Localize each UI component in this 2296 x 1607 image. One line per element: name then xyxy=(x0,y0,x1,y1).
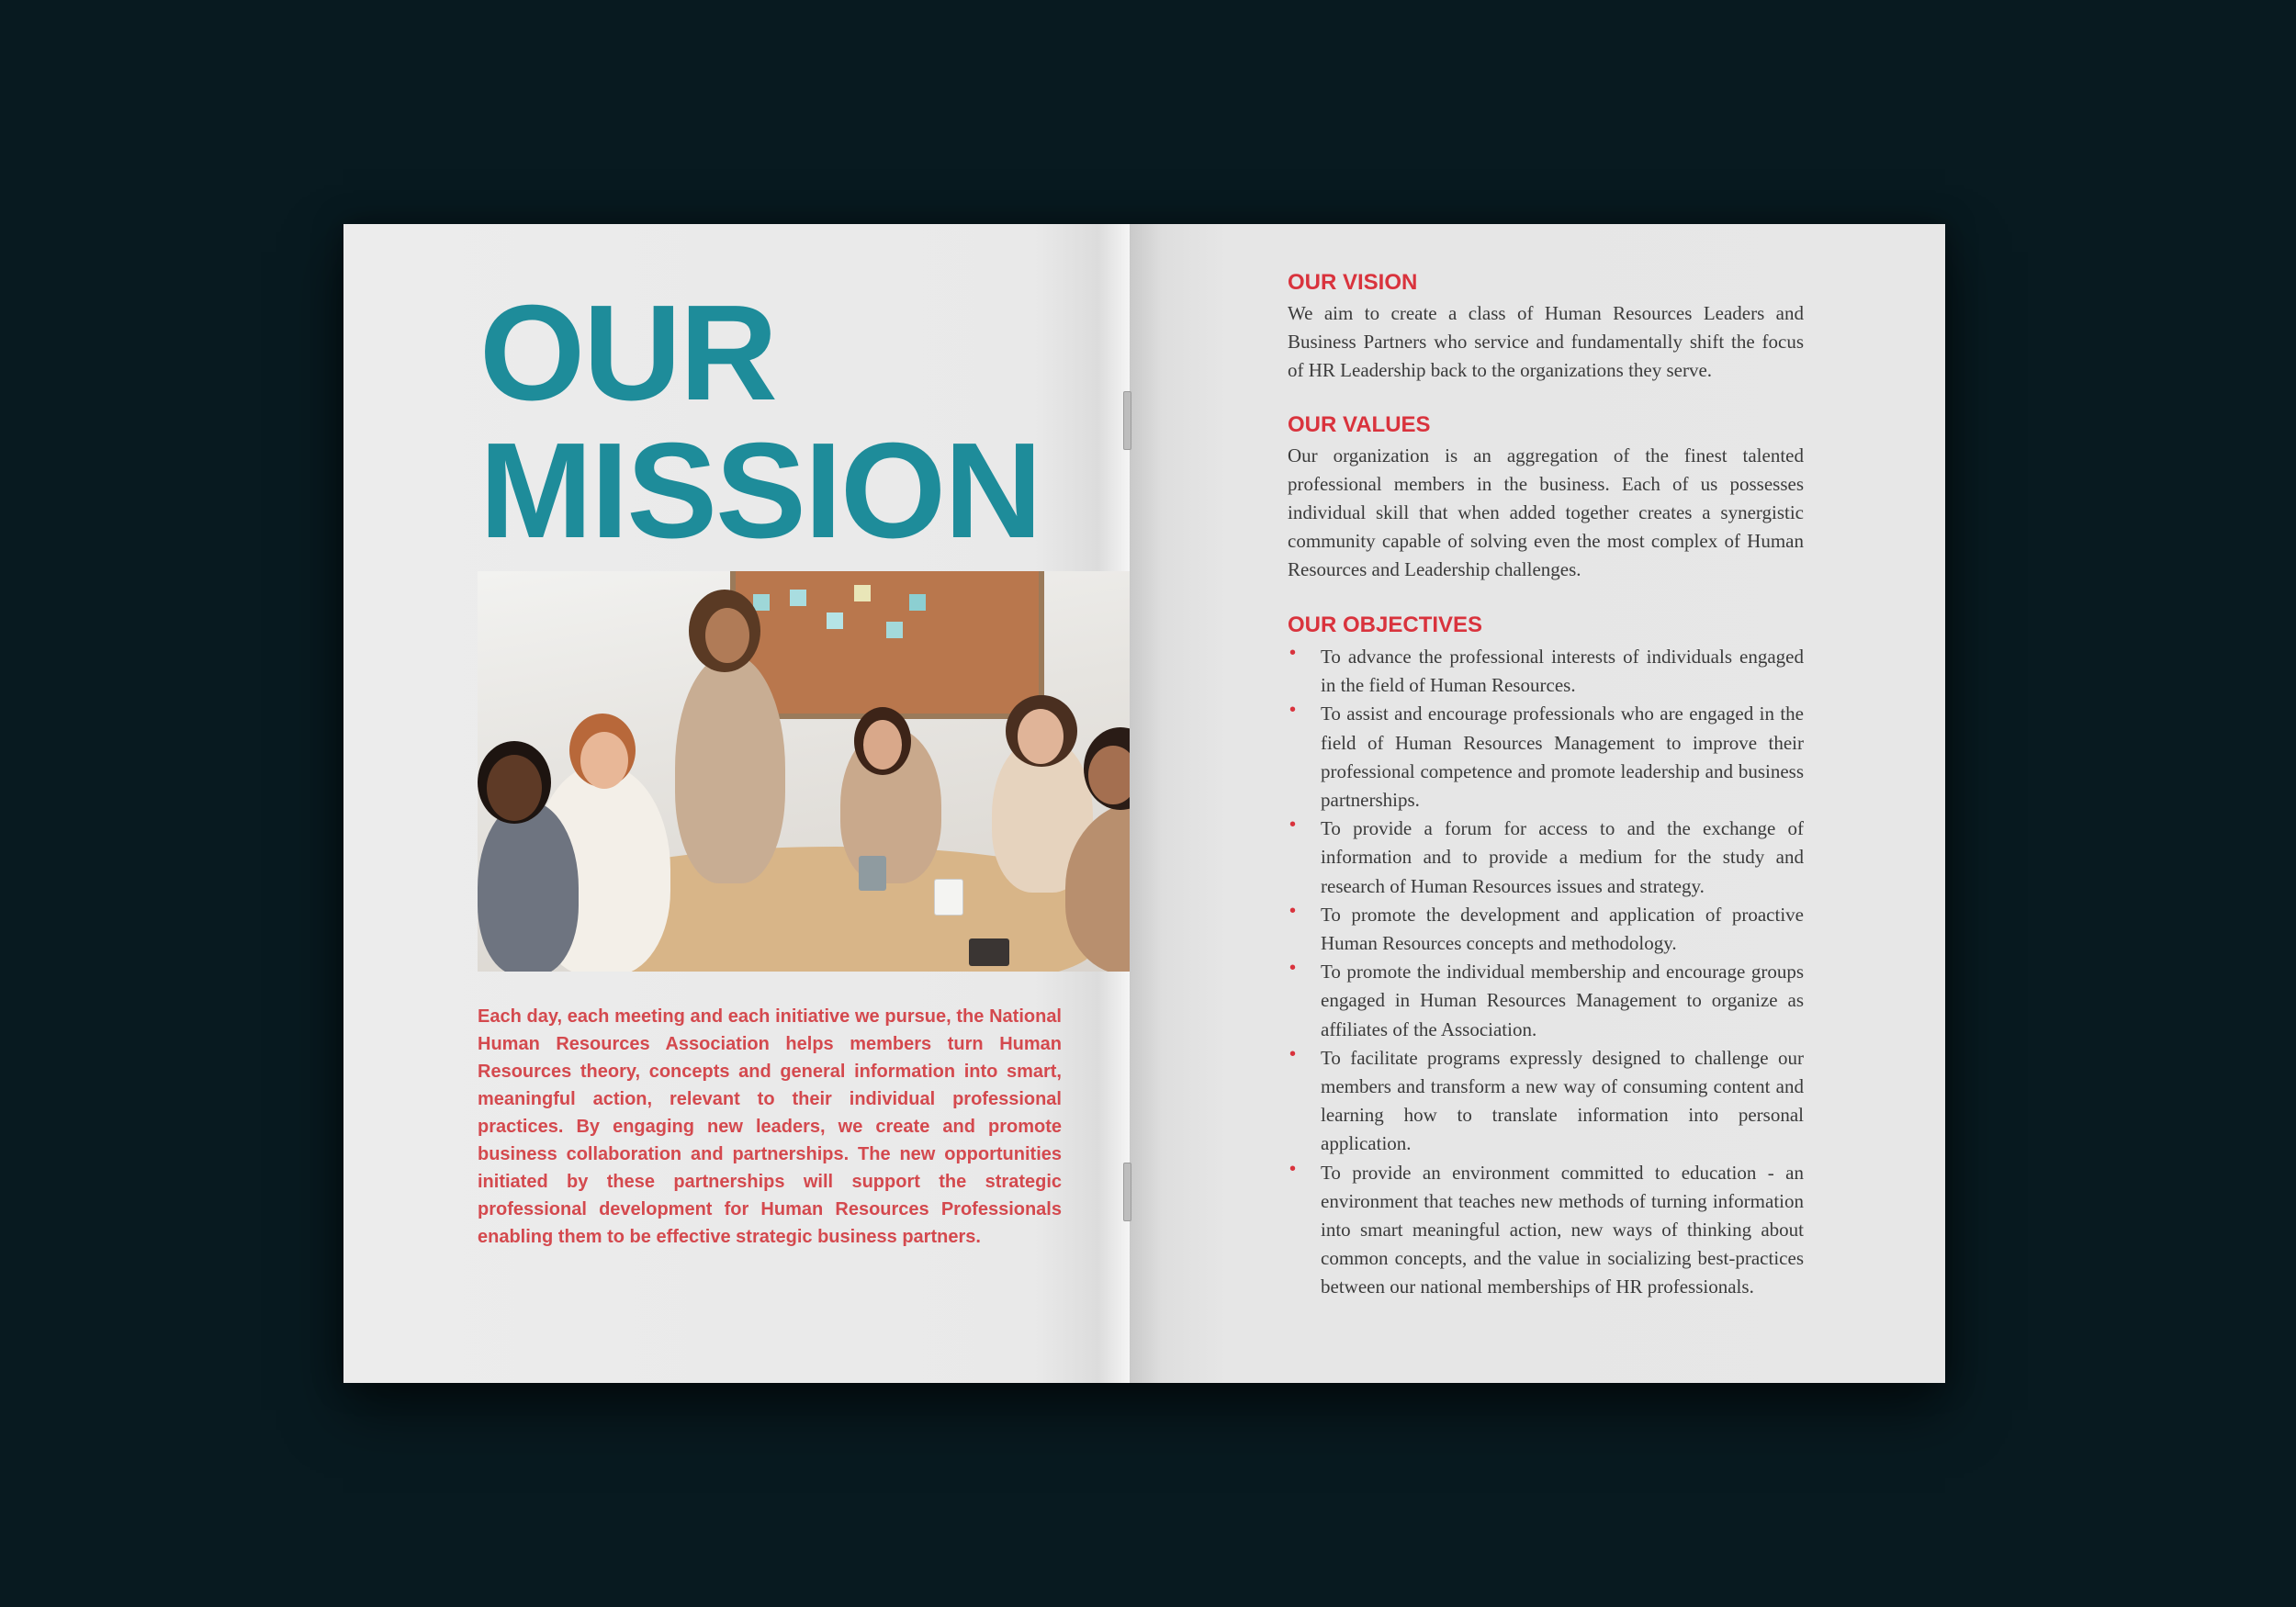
list-item xyxy=(1288,958,1804,1044)
bullet-icon: • xyxy=(1289,1043,1297,1064)
sticky-note xyxy=(886,622,903,638)
sticky-note xyxy=(854,585,871,601)
objective-text: To assist and encourage professionals who are engaged in the field of Human Resources Management to improve their professional competence and promote leadership and business partnerships. xyxy=(1321,702,1804,812)
corkboard xyxy=(730,571,1044,719)
objectives-list xyxy=(1288,643,1804,1302)
objectives-heading: OUR OBJECTIVES xyxy=(1288,612,1483,637)
bullet-icon: • xyxy=(1289,643,1297,663)
objective-text: To promote the individual membership and encourage groups engaged in Human Resources Management to organize as affiliates of the Association. xyxy=(1321,961,1804,1040)
mug xyxy=(934,879,963,916)
list-item xyxy=(1288,700,1804,815)
team-meeting-photo xyxy=(478,571,1130,972)
man-left-blazer xyxy=(478,801,579,972)
sticky-note xyxy=(909,594,926,611)
bullet-icon: • xyxy=(1289,815,1297,836)
staple xyxy=(1123,391,1131,450)
list-item xyxy=(1288,1159,1804,1302)
page-title xyxy=(479,277,1041,567)
list-item xyxy=(1288,1044,1804,1159)
values-body: Our organization is an aggregation of the finest talented professional members in the business. Each of us possesses individual skill that when added together creates a synergistic community capable of solving even the most complex of Human Resources and Leadership challenges. xyxy=(1288,444,1804,580)
man-white-sweater-face xyxy=(580,732,628,789)
title-line-1: OUR xyxy=(479,277,776,429)
sticky-note xyxy=(790,590,806,606)
bullet-icon: • xyxy=(1289,958,1297,979)
objective-text: To advance the professional interests of individuals engaged in the field of Human Resources. xyxy=(1321,646,1804,697)
man-left-face xyxy=(487,755,542,821)
vision-body: We aim to create a class of Human Resources Leaders and Business Partners who service and fundamentally shift the focus of HR Leadership back to the organizations they serve. xyxy=(1288,302,1804,381)
staple xyxy=(1123,1163,1131,1221)
standing-woman xyxy=(675,654,785,883)
objective-text: To provide an environment committed to education - an environment that teaches new methods of turning information into smart meaningful action, new ways of thinking about common concepts, and the value in socializing best-practices between our national memberships of HR professionals. xyxy=(1321,1161,1804,1298)
vision-heading: OUR VISION xyxy=(1288,270,1418,295)
standing-woman-face xyxy=(705,608,749,663)
left-page xyxy=(343,224,1130,1383)
mission-statement: Each day, each meeting and each initiative we pursue, the National Human Resources Association helps members turn Human Resources theory, concepts and general information into smart, meaningful action, relevant to their individual professional practices. By engaging new leaders, we create and promote business collaboration and partnerships. The new opportunities initiated by these partnerships will support the strategic professional development for Human Resources Professionals enabling them to be effective strategic business partners. xyxy=(478,1006,1062,1247)
mug xyxy=(859,856,886,891)
objective-text: To facilitate programs expressly designed to challenge our members and transform a new way of consuming content and learning how to translate information into personal application. xyxy=(1321,1046,1804,1155)
list-item xyxy=(1288,901,1804,958)
sticky-note xyxy=(753,594,770,611)
brochure-spread xyxy=(343,224,1945,1383)
values-heading: OUR VALUES xyxy=(1288,412,1431,437)
bullet-icon: • xyxy=(1289,1158,1297,1179)
man-right-face xyxy=(1088,746,1130,804)
seated-woman-center-face xyxy=(863,720,902,770)
coffee-cup xyxy=(969,938,1009,966)
title-line-2: MISSION xyxy=(479,415,1041,567)
list-item xyxy=(1288,815,1804,901)
objective-text: To provide a forum for access to and the exchange of information and to provide a medium for the study and research of Human Resources issues and strategy. xyxy=(1321,817,1804,897)
list-item xyxy=(1288,643,1804,700)
bullet-icon: • xyxy=(1289,700,1297,721)
seated-woman-right-face xyxy=(1018,709,1064,764)
right-page xyxy=(1130,224,1945,1383)
objective-text: To promote the development and application of proactive Human Resources concepts and methodology. xyxy=(1321,903,1804,955)
sticky-note xyxy=(827,612,843,629)
bullet-icon: • xyxy=(1289,900,1297,921)
